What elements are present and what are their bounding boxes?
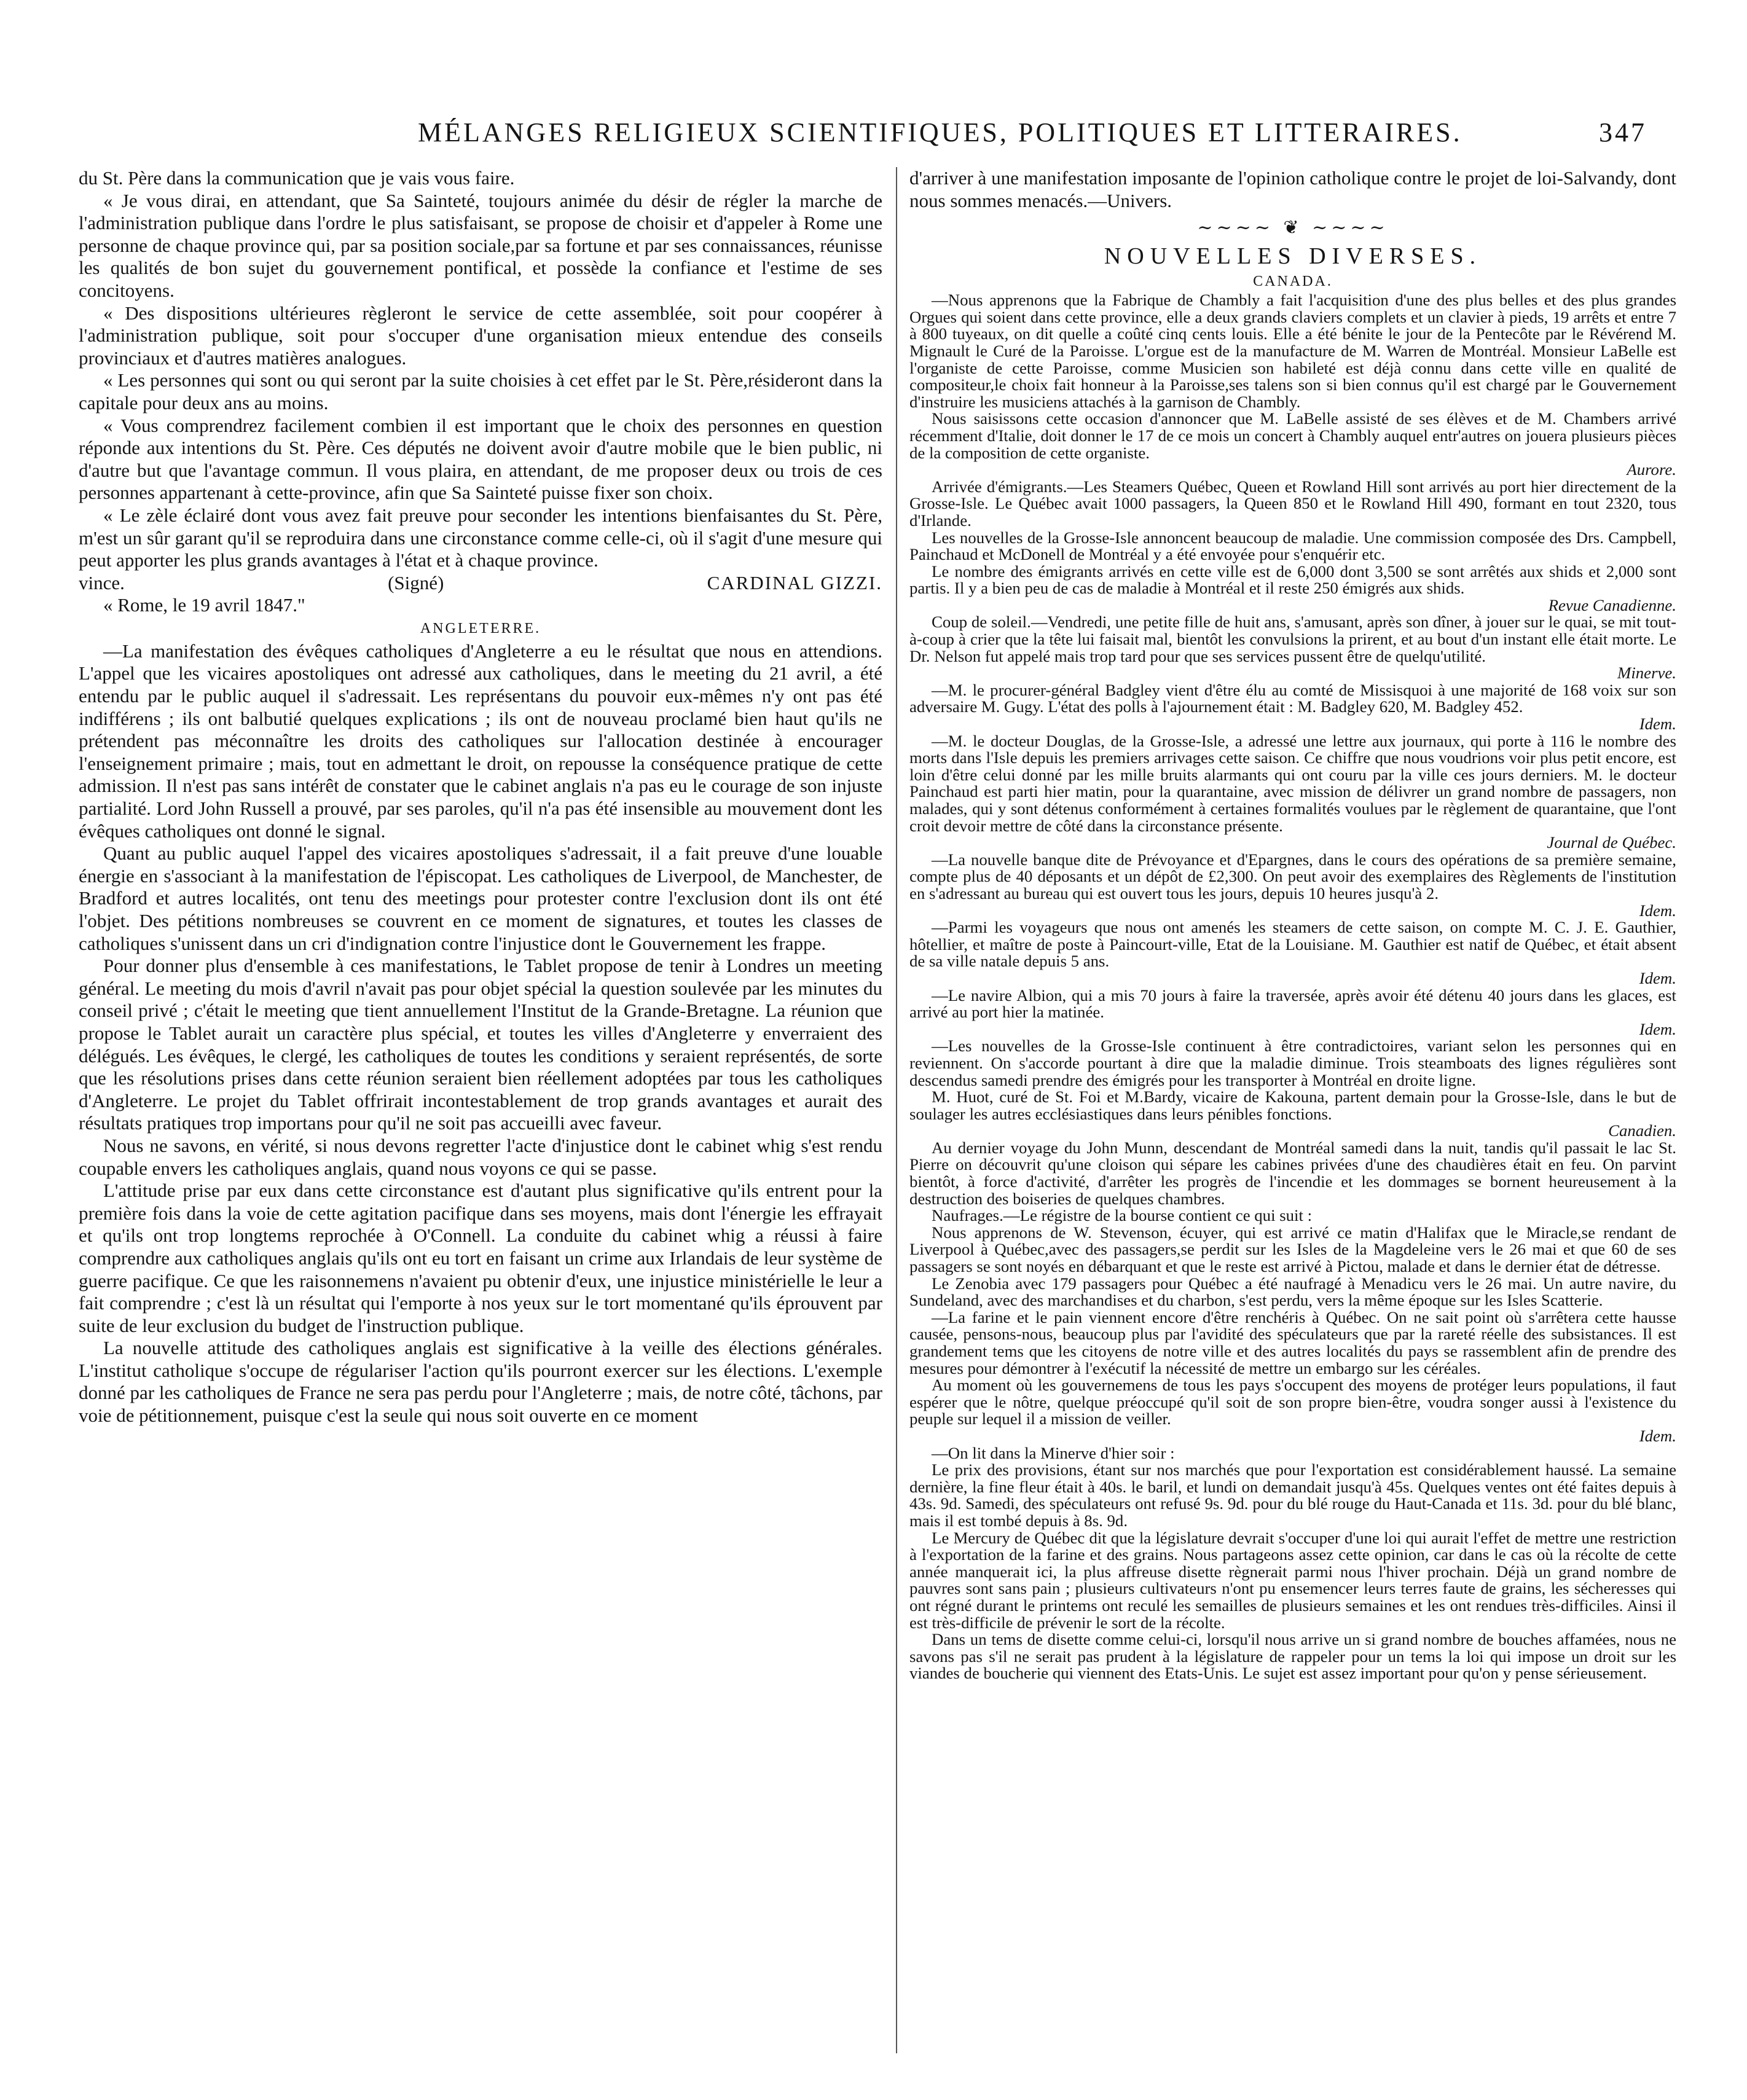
news-item-text: Dans un tems de disette comme celui-ci, lorsqu'il nous arrive un si grand nombre de bouches affamées, nous ne savons pas s'il ne serait pas prudent à la législature de rappeler pour un tems la loi qui impose un droit sur les viandes de boucherie qui viennent des Etats-Unis. Le sujet est assez important pour qu'on y pense sérieusement. bbox=[909, 1630, 1676, 1683]
news-item-text: Au moment où les gouvernemens de tous les pays s'occupent des moyens de protéger leurs populations, il faut espérer que le nôtre, quelque préoccupé qu'il soit de son propre bien-être, voudra songer aussi à l'existence du peuple sur lequel il a mission de veiller. bbox=[909, 1376, 1676, 1428]
news-item bbox=[909, 852, 1676, 919]
news-item-text: —M. le procurer-général Badgley vient d'être élu au comté de Missisquoi à une majorité de 168 voix sur son adversaire M. Gugy. L'état des polls à l'ajournement était : M. Badgley 620, M. Badgley 452. bbox=[909, 680, 1676, 716]
news-item bbox=[909, 1530, 1676, 1632]
news-item bbox=[909, 1038, 1676, 1089]
news-item-text: M. Huot, curé de St. Foi et M.Bardy, vicaire de Kakouna, partent demain pour la Grosse-Isle, dans le but de soulager les autres ecclésiastiques dans leurs pénibles fonctions. bbox=[909, 1087, 1676, 1123]
angleterre-paragraph: Quant au public auquel l'appel des vicaires apostoliques s'adressait, il a fait preuve d'une louable énergie en s'associant à la manifestation de l'épiscopat. Les catholiques de Liverpool, de Manchester, de Bradford et autres localités, ont tenu des meetings pour protester contre l'exclusion dont ils ont été l'objet. Des pétitions nombreuses se couvrent en ce moment de signatures, et toutes les classes de catholiques s'unissent dans un cri d'indignation contre l'injustice dont le Gouvernement les frappe. bbox=[79, 842, 882, 954]
letter-paragraph: « Les personnes qui sont ou qui seront par la suite choisies à cet effet par le St. Père,résideront dans la capitale pour deux ans au moins. bbox=[79, 369, 882, 413]
letter-paragraph: « Le zèle éclairé dont vous avez fait preuve pour seconder les intentions bienfaisantes du St. Père, m'est un sûr garant qu'il se reproduira dans une circonstance comme celle-ci, où il s'agit d'une mesure qui peut apporter les plus grands avantages à l'état et à chaque province. bbox=[79, 504, 882, 571]
news-item bbox=[909, 1207, 1676, 1224]
letter-text bbox=[79, 167, 882, 572]
news-item bbox=[909, 1224, 1676, 1275]
news-item bbox=[909, 1377, 1676, 1444]
news-item-text: —M. le docteur Douglas, de la Grosse-Isle, a adressé une lettre aux journaux, qui porte à 116 le nombre des morts dans l'Isle depuis les premiers arrivages cette saison. Ce chiffre que nous voudrions voir plus petit encore, est loin d'être celui donné par les mille bruits alarmants qui ont couru par la ville ces jours derniers. M. le docteur Painchaud est parti hier matin, pour la quarantaine, avec mission de délivrer un grand nombre de passagers, non malades, qui y sont détenus conformément à certaines formalités voulues par le règlement de quarantaine, que l'ont croit devoir mettre de côté dans la circonstance présente. bbox=[909, 731, 1676, 835]
news-item bbox=[909, 987, 1676, 1038]
letter-paragraph: « Je vous dirai, en attendant, que Sa Sainteté, toujours animée du désir de régler la marche de l'administration publique dans l'ordre le plus satisfaisant, se propose de choisir et d'appeler à Rome une personne de chaque province qui, par sa position sociale,par sa fortune et par ses connaissances, réunisse les qualités de bon sujet du gouvernement pontifical, et possède la confiance et l'estime de ses concitoyens. bbox=[79, 189, 882, 301]
news-items bbox=[909, 292, 1676, 1682]
running-header bbox=[74, 117, 1671, 160]
news-item bbox=[909, 733, 1676, 852]
news-item-text: —Le navire Albion, qui a mis 70 jours à faire la traversée, après avoir été détenu 40 jours dans les glaces, est arrivé au port hier la matinée. bbox=[909, 985, 1676, 1022]
news-item-source: Aurore. bbox=[1627, 460, 1676, 479]
news-item bbox=[909, 410, 1676, 478]
subsection-canada: CANADA. bbox=[1253, 273, 1333, 290]
news-item-text: Arrivée d'émigrants.—Les Steamers Québec, Queen et Rowland Hill sont arrivés au port hier directement de la Grosse-Isle. Le Québec avait 1000 passagers, la Queen 850 et le Rowland Hill 490, formant en tout 2320, tous d'Irlande. bbox=[909, 477, 1676, 530]
news-item bbox=[909, 682, 1676, 733]
news-item-source: Minerve. bbox=[1617, 664, 1676, 683]
news-item bbox=[909, 479, 1676, 530]
signature-name: CARDINAL GIZZI. bbox=[707, 571, 882, 594]
angleterre-paragraph: L'attitude prise par eux dans cette circonstance est d'autant plus significative qu'ils entrent pour la première fois dans la voie de cette agitation pacifique dans ses moyens, mais dont l'énergie les effrayait et qu'ils ont trop longtems reprochée à O'Connell. La conduite du cabinet whig a réussi à faire comprendre aux catholiques anglais qu'ils ont eu tort en faisant un crime aux Irlandais de leur système de guerre pacifique. Ce que les raisonnemens n'avaient pu obtenir d'eux, une injustice ministérielle le leur a fait comprendre ; c'est là un résultat qui l'emporte à nos yeux sur le tort momentané qu'ils éprouvent par suite de leur exclusion du budget de l'instruction publique. bbox=[79, 1180, 882, 1336]
news-item-text: —Les nouvelles de la Grosse-Isle continuent à être contradictoires, variant selon les personnes qui en reviennent. On s'accorde pourtant à dire que la maladie diminue. Trois steamboats des lignes régulières sont descendus samedi prendre des émigrés pour les transporter à Montréal en droite ligne. bbox=[909, 1036, 1676, 1089]
news-item-source: Revue Canadienne. bbox=[1548, 595, 1676, 614]
news-item-text: Nous saisissons cette occasion d'annoncer que M. LaBelle assisté de ses élèves et de M. Chambers arrivé récemment d'Italie, doit donner le 17 de ce mois un concert à Chambly auquel entr'autres on jouera plusieurs pièces de la composition de cette organiste. bbox=[909, 409, 1676, 462]
running-title: MÉLANGES RELIGIEUX SCIENTIFIQUES, POLITIQUES ET LITTERAIRES. bbox=[418, 117, 1462, 147]
news-item bbox=[909, 1275, 1676, 1309]
news-item-text: —On lit dans la Minerve d'hier soir : bbox=[932, 1443, 1175, 1462]
news-item-source: Journal de Québec. bbox=[1547, 833, 1676, 852]
news-item-text: Le Zenobia avec 179 passagers pour Québec a été naufragé à Menadicu vers le 26 mai. Un autre navire, du Sundeland, avec des marchandises et du charbon, s'est perdu, vers la même époque sur les Isles Scatterie. bbox=[909, 1274, 1676, 1310]
news-item bbox=[909, 1445, 1676, 1462]
news-item bbox=[909, 1089, 1676, 1140]
news-item-source: Canadien. bbox=[1608, 1121, 1676, 1140]
news-item-text: —La farine et le pain viennent encore d'être renchéris à Québec. On ne sait point où s'arrêtera cette hausse causée, pensons-nous, beaucoup plus par l'avidité des spéculateurs que par la rareté réelle des subsistances. Il est grandement tems que les citoyens de notre ville et des autres localités du pays se rassemblent afin de prendre des mesures pour démontrer à l'exécutif la nécessité de mettre un embargo sur les céréales. bbox=[909, 1307, 1676, 1377]
angleterre-text bbox=[79, 640, 882, 1427]
news-item-source: Idem. bbox=[1639, 715, 1676, 734]
news-item-text: Coup de soleil.—Vendredi, une petite fille de huit ans, s'amusant, après son dîner, à jouer sur le quai, se mit tout-à-coup à crier que la tête lui faisait mal, bientôt les convulsions la prirent, et au bout d'un instant elle était morte. Le Dr. Nelson fut appelé mais trop tard pour que ses services pussent être de quelqu'utilité. bbox=[909, 613, 1676, 665]
left-column bbox=[79, 167, 882, 2053]
page-number: 347 bbox=[1599, 117, 1647, 147]
section-title-nouvelles: NOUVELLES DIVERSES. bbox=[1104, 243, 1482, 270]
letter-paragraph: « Vous comprendrez facilement combien il est important que le choix des personnes en question réponde aux intentions du St. Père. Ces députés ne doivent avoir d'autre mobile que le bien public, ni d'autre but que l'avantage commun. Il vous plaira, en attendant, de me proposer deux ou trois de ces personnes appartenant à cette-province, afin que Sa Sainteté puisse fixer son choix. bbox=[79, 414, 882, 504]
news-item-source: Idem. bbox=[1639, 968, 1676, 987]
news-item-text: —Parmi les voyageurs que nous ont amenés les steamers de cette saison, on compte M. C. J. E. Gauthier, hôtellier, et maître de poste à Paincourt-ville, Etat de la Louisiane. M. Gauthier est natif de Québec, et était absent de sa ville natale depuis 5 ans. bbox=[909, 918, 1676, 971]
section-title-angleterre: ANGLETERRE. bbox=[420, 620, 541, 637]
news-item-source: Idem. bbox=[1639, 1019, 1676, 1038]
news-item-text: —Nous apprenons que la Fabrique de Chambly a fait l'acquisition d'une des plus belles et des plus grandes Orgues qui soient dans cette province, elle a deux grands claviers complets et un clavier à pieds, 19 arrêts et entre 7 à 800 tuyeaux, on dit quelle a coûté cinq cents louis. Elle a été bénite le jour de la Pentecôte par le Révérend M. Mignault le Curé de la Paroisse. L'orgue est de la manufacture de M. Warren de Montréal. Monsieur LaBelle est l'organiste de cette Paroisse, comme Musicien son habileté est déjà connu dans cette ville en qualité de compositeur,le choix fait honneur à la Paroisse,ses talens son si bien connus qu'il est chargé par le Gouvernement d'instruire les musiciens attachés à la garnison de Chambly. bbox=[909, 291, 1676, 411]
news-item bbox=[909, 1631, 1676, 1682]
news-item-text: Nous apprenons de W. Stevenson, écuyer, qui est arrivé ce matin d'Halifax que le Miracle,se rendant de Liverpool à Québec,avec des passagers,se perdit sur les Isles de la Magdeleine vers le 26 mai et que 60 de ses passagers se sont noyés en débarquant et que le reste est arrivé à Pictou, malade et dans le dernier état de détresse. bbox=[909, 1223, 1676, 1276]
news-item bbox=[909, 1140, 1676, 1207]
column-rule bbox=[896, 167, 897, 2053]
angleterre-paragraph: —La manifestation des évêques catholiques d'Angleterre a eu le résultat que nous en attendions. L'appel que les vicaires apostoliques ont adressé aux catholiques, dans le meeting du 21 avril, a été entendu par le public auquel il s'adressait. Les représentans du pouvoir eux-mêmes n'y ont pas été indifférens ; ils ont balbutié quelques explications ; ils ont de nouveau proclamé bien haut qu'ils ne prétendent pas méconnaître les droits des catholiques sur l'allocation destinée à encourager l'enseignement primaire ; mais, tout en admettant le droit, on repousse la conséquence pratique de cette admission. Il n'est pas sans intérêt de constater que le cabinet anglais n'a pas eu le courage de son injuste partialité. Lord John Russell a prouvé, par ses paroles, qu'il n'a pas été insensible au mouvement dont les évêques catholiques ont donné le signal. bbox=[79, 640, 882, 842]
news-item bbox=[909, 919, 1676, 987]
news-item-text: —La nouvelle banque dite de Prévoyance et d'Epargnes, dans le cours des opérations de sa première semaine, compte plus de 40 déposants et un dépôt de £2,300. On peut avoir des exemplaires des Règlements de l'institution en s'adressant au bureau qui est ouvert tous les jours, depuis 10 heures jusqu'à 2. bbox=[909, 850, 1676, 903]
lead-paragraph: d'arriver à une manifestation imposante de l'opinion catholique contre le projet de loi-Salvandy, dont nous sommes menacés.—Univers. bbox=[909, 167, 1676, 211]
signature-line bbox=[79, 572, 882, 595]
news-item bbox=[909, 1309, 1676, 1377]
ornament-divider: ~~~~ ❦ ~~~~ bbox=[1197, 217, 1389, 239]
signature-signed: (Signé) bbox=[388, 571, 444, 594]
angleterre-paragraph: Nous ne savons, en vérité, si nous devons regretter l'acte d'injustice dont le cabinet whig s'est rendu coupable envers les catholiques anglais, quand nous voyons ce qui se passe. bbox=[79, 1134, 882, 1179]
angleterre-paragraph: Pour donner plus d'ensemble à ces manifestations, le Tablet propose de tenir à Londres un meeting général. Le meeting du mois d'avril n'avait pas pour objet spécial la question soulevée par les minutes du conseil privé ; c'était le meeting que tient annuellement l'Institut de la Grande-Bretagne. La réunion que propose le Tablet aurait un caractère plus spécial, et toutes les villes d'Angleterre y enverraient des délégués. Les évêques, le clergé, les catholiques de toutes les conditions y seraient représentés, de sorte que les résolutions prises dans cette réunion seraient bien réellement adoptées par tous les catholiques d'Angleterre. Le projet du Tablet offrirait incontestablement de trop grands avantages et aurait des résultats pratiques trop importans pour qu'il ne soit pas accueilli avec faveur. bbox=[79, 955, 882, 1134]
news-item-text: Le nombre des émigrants arrivés en cette ville est de 6,000 dont 3,500 se sont arrêtés aux shids et 2,000 sont partis. Il y a bien peu de cas de maladie à Montréal et il reste 250 émigrés aux shids. bbox=[909, 562, 1676, 598]
signature-word: vince. bbox=[79, 571, 125, 594]
news-item-text: Le prix des provisions, étant sur nos marchés que pour l'exportation est considérablement haussé. La semaine dernière, la fine fleur était à 40s. le baril, et lundi on demandait jusqu'à 45s. Quelques ventes ont été faites depuis à 43s. 9d. Samedi, des spéculateurs ont refusé 9s. 9d. pour du blé rouge du Haut-Canada et 11s. 3d. pour du blé blanc, mais il est tombé depuis à 8s. 9d. bbox=[909, 1460, 1676, 1530]
news-item-text: Le Mercury de Québec dit que la législature devrait s'occuper d'une loi qui aurait l'effet de mettre une restriction à l'exportation de la farine et des grains. Nous partageons assez cette opinion, car dans le cas où la récolte de cette année manquerait ici, la plus affreuse disette règnerait parmi nous l'hiver prochain. Déjà un grand nombre de pauvres sont sans pain ; plusieurs cultivateurs n'ont pu ensemencer leurs terres faute de grains, les sécheresses qui ont régné durant le printems ont reculé les semailles de plusieurs semaines et les ont rendues très-difficiles. Ainsi il est très-difficile de prévenir le sort de la récolte. bbox=[909, 1528, 1676, 1632]
news-item bbox=[909, 563, 1676, 614]
news-item bbox=[909, 1462, 1676, 1529]
right-column bbox=[909, 167, 1676, 2053]
news-item-text: Les nouvelles de la Grosse-Isle annoncent beaucoup de maladie. Une commission composée des Drs. Campbell, Painchaud et McDonell de Montréal y a été envoyée pour s'enquérir etc. bbox=[909, 528, 1676, 564]
letter-paragraph: du St. Père dans la communication que je vais vous faire. bbox=[79, 167, 515, 189]
news-item-text: Au dernier voyage du John Munn, descendant de Montréal samedi dans la nuit, tandis qu'il passait le lac St. Pierre on découvrit qu'une cloison qui sépare les cabines privées d'une des chaudières était en feu. On parvint bientôt, à force d'activité, d'arrêter les progrès de l'incendie et les dommages se bornent heureusement à la destruction des boiseries de quelques chambres. bbox=[909, 1138, 1676, 1208]
letter-paragraph: « Des dispositions ultérieures règleront le service de cette assemblée, soit pour coopérer à l'administration publique, soit pour s'occuper d'une organisation mieux entendue des conseils provinciaux et d'autres matières analogues. bbox=[79, 302, 882, 369]
news-item-text: Naufrages.—Le régistre de la bourse contient ce qui suit : bbox=[932, 1206, 1313, 1225]
news-item-source: Idem. bbox=[1639, 1426, 1676, 1445]
news-item bbox=[909, 530, 1676, 563]
dateline: « Rome, le 19 avril 1847." bbox=[103, 594, 305, 616]
news-item bbox=[909, 292, 1676, 410]
news-item-source: Idem. bbox=[1639, 901, 1676, 920]
news-item bbox=[909, 614, 1676, 681]
angleterre-paragraph: La nouvelle attitude des catholiques anglais est significative à la veille des élections générales. L'institut catholique s'occupe de régulariser l'action qu'ils pourront exercer sur les élections. L'exemple donné par les catholiques de France ne sera pas perdu pour l'Angleterre ; mais, de notre côté, tâchons, par voie de pétitionnement, puisque c'est la seule qui nous soit ouverte en ce moment bbox=[79, 1337, 882, 1427]
